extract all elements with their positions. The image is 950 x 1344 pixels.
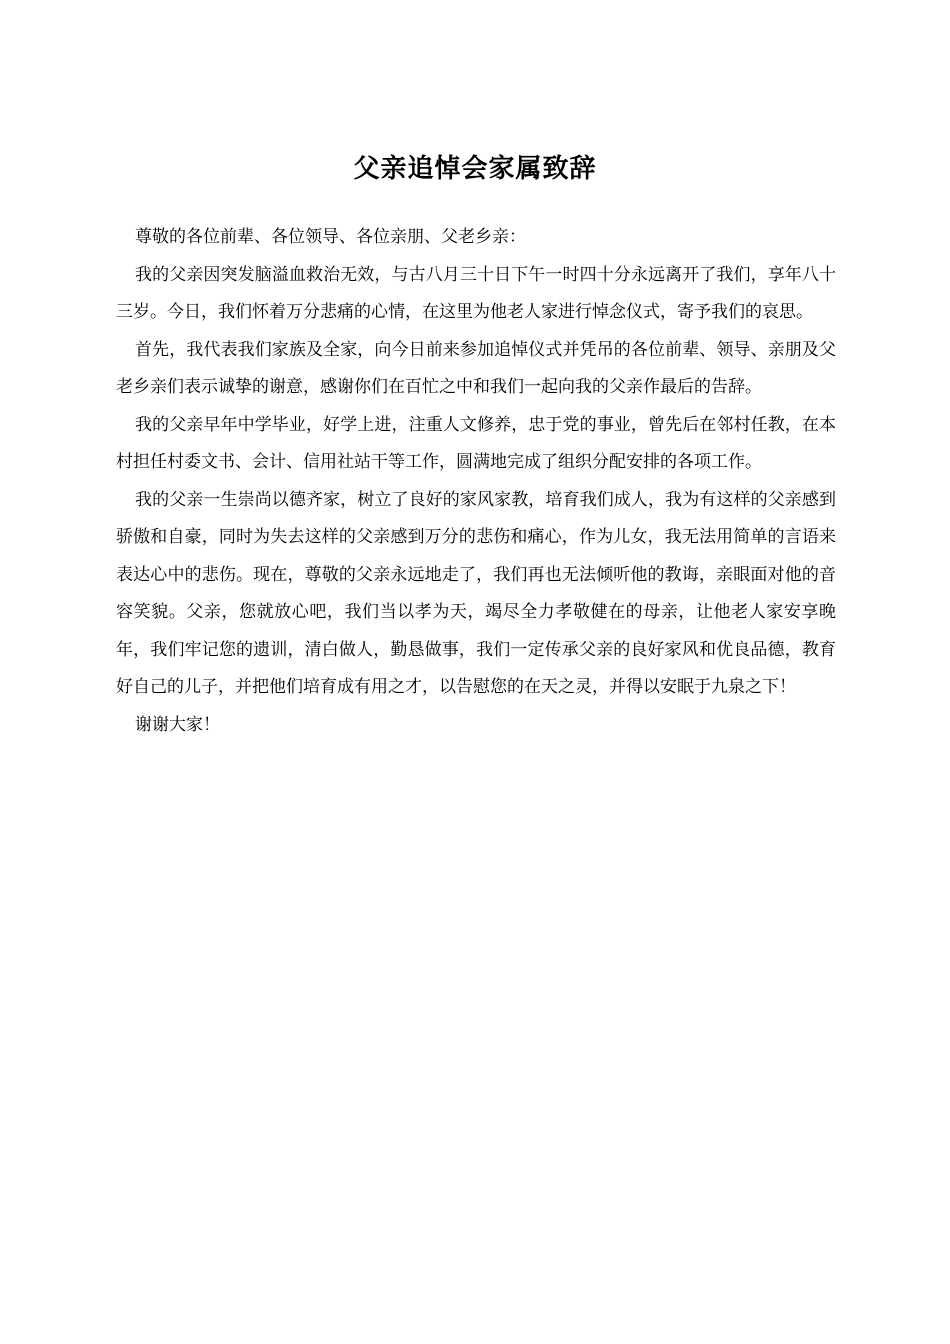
document-title: 父亲追悼会家属致辞 [353,154,597,185]
closing-line: 谢谢大家！ [135,714,220,735]
paragraph-passing: 我的父亲因突发脑溢血救治无效，与古八月三十日下午一时四十分永远离开了我们，享年八十三岁。今日，我们怀着万分悲痛的心情，在这里为他老人家进行悼念仪式，寄予我们的哀思。 [116,264,836,322]
document-body [116,219,836,744]
paragraph-tribute: 我的父亲一生崇尚以德齐家，树立了良好的家风家教，培育我们成人，我为有这样的父亲感到骄傲和自豪，同时为失去这样的父亲感到万分的悲伤和痛心，作为儿女，我无法用简单的言语来表达心中的悲伤。现在，尊敬的父亲永远地走了，我们再也无法倾听他的教诲，亲眼面对他的音容笑貌。父亲，您就放心吧，我们当以孝为天，竭尽全力孝敬健在的母亲，让他老人家安享晚年，我们牢记您的遗训，清白做人，勤恳做事，我们一定传承父亲的良好家风和优良品德，教育好自己的儿子，并把他们培育成有用之才，以告慰您的在天之灵，并得以安眠于九泉之下！ [116,489,836,697]
salutation: 尊敬的各位前辈、各位领导、各位亲朋、父老乡亲： [135,227,526,247]
paragraph-thanks: 首先，我代表我们家族及全家，向今日前来参加追悼仪式并凭吊的各位前辈、领导、亲朋及父老乡亲们表示诚挚的谢意，感谢你们在百忙之中和我们一起向我的父亲作最后的告辞。 [116,339,836,397]
paragraph-career: 我的父亲早年中学毕业，好学上进，注重人文修养，忠于党的事业，曾先后在邻村任教，在本村担任村委文书、会计、信用社站干等工作，圆满地完成了组织分配安排的各项工作。 [116,414,836,472]
